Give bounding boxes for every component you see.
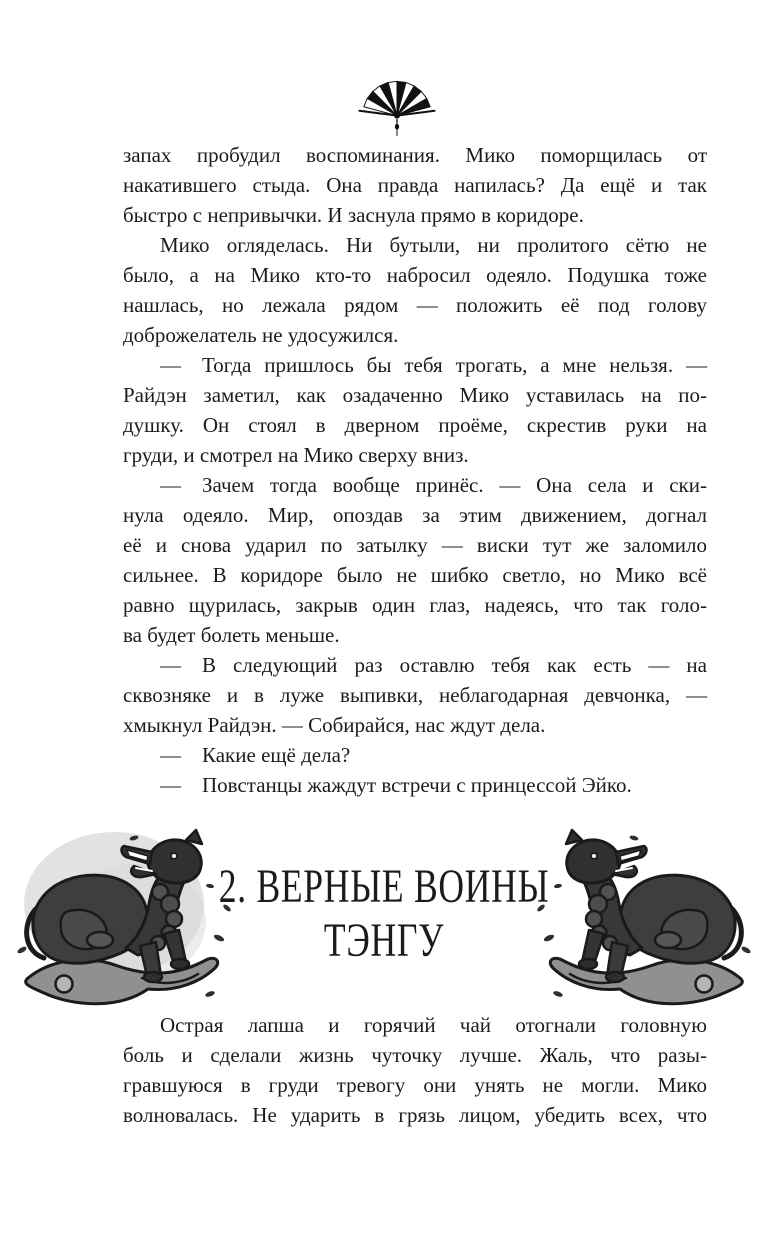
- text-line: накатившего стыда. Она правда напилась? Да ещё и так: [123, 173, 707, 197]
- text-block-top: [123, 140, 707, 800]
- text-line: сильнее. В коридоре было не шибко светло, но Мико всё: [123, 563, 707, 587]
- text-line: боль и сделали жизнь чуточку лучше. Жаль, что разы-: [123, 1043, 707, 1067]
- text-line: нула одеяло. Мир, опоздав за этим движением, догнал: [123, 503, 707, 527]
- text-line: волновалась. Не ударить в грязь лицом, убедить всех, что: [123, 1103, 707, 1127]
- text-line: доброжелатель не удосужился.: [123, 323, 399, 347]
- text-line: — Какие ещё дела?: [160, 743, 351, 767]
- fan-ornament-icon: [348, 73, 446, 137]
- chapter-heading: [100, 860, 668, 968]
- text-line: сквозняке и в луже выпивки, неблагодарная девчонка, —: [123, 683, 707, 707]
- text-line: — В следующий раз оставлю тебя как есть — на: [160, 653, 707, 677]
- text-line: — Тогда пришлось бы тебя трогать, а мне нельзя. —: [160, 353, 707, 377]
- text-line: её и снова ударил по затылку — виски тут же заломило: [123, 533, 707, 557]
- text-line: было, а на Мико кто-то набросил одеяло. Подушка тоже: [123, 263, 707, 287]
- text-line: хмыкнул Райдэн. — Собирайся, нас ждут дела.: [123, 713, 546, 737]
- text-line: Острая лапша и горячий чай отогнали головную: [160, 1013, 707, 1037]
- text-line: нашлась, но лежала рядом — положить её под голову: [123, 293, 707, 317]
- text-line: равно щурилась, закрыв один глаз, надеясь, что так голо-: [123, 593, 707, 617]
- text-line: — Зачем тогда вообще принёс. — Она села и ски-: [160, 473, 707, 497]
- text-line: душку. Он стоял в дверном проёме, скрестив руки на: [123, 413, 707, 437]
- text-line: Мико огляделась. Ни бутыли, ни пролитого сётю не: [160, 233, 707, 257]
- text-line: — Повстанцы жаждут встречи с принцессой Эйко.: [160, 773, 632, 797]
- text-block-bottom: [123, 1010, 707, 1130]
- text-line: запах пробудил воспоминания. Мико поморщилась от: [123, 143, 707, 167]
- chapter-title-line1: 2. ВЕРНЫЕ ВОИНЫ: [218, 860, 550, 913]
- text-line: быстро с непривычки. И заснула прямо в коридоре.: [123, 203, 584, 227]
- text-line: гравшуюся в груди тревогу они унять не могли. Мико: [123, 1073, 707, 1097]
- text-line: ва будет болеть меньше.: [123, 623, 340, 647]
- text-line: груди, и смотрел на Мико сверху вниз.: [123, 443, 469, 467]
- chapter-title-line2: ТЭНГУ: [323, 914, 445, 967]
- text-line: Райдэн заметил, как озадаченно Мико уставилась на по-: [123, 383, 707, 407]
